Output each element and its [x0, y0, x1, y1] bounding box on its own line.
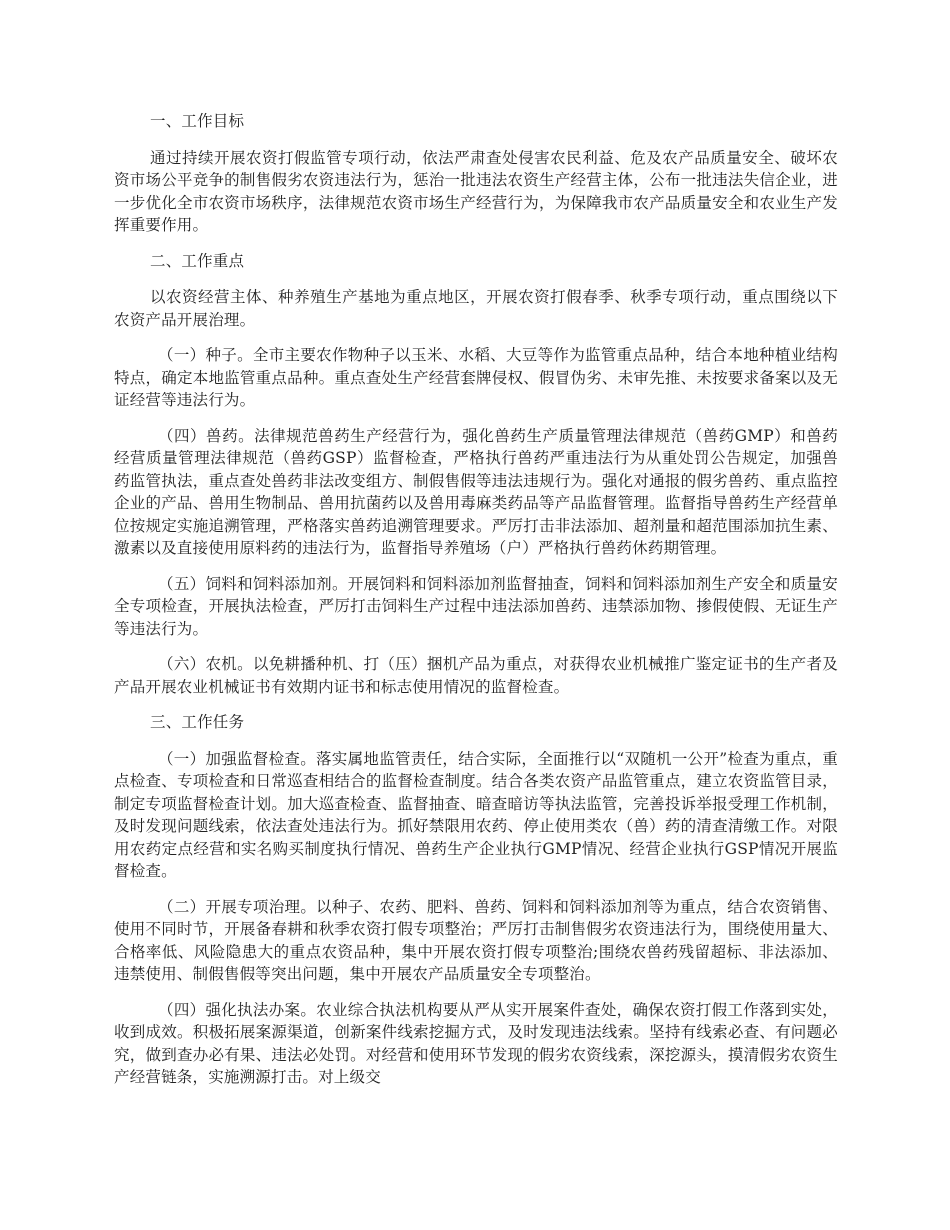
paragraph-focus-intro: 以农资经营主体、种养殖生产基地为重点地区，开展农资打假春季、秋季专项行动，重点围绕以下农资产品开展治理。 — [114, 288, 838, 329]
section-heading-tasks: 三、工作任务 — [150, 713, 245, 731]
document-body — [114, 110, 838, 1102]
paragraph-law-enforcement: （四）强化执法办案。农业综合执法机构要从严从实开展案件查处，确保农资打假工作落到实处，收到成效。积极拓展案源渠道，创新案件线索挖掘方式，及时发现违法线索。坚持有线索必查、有问题必究，做到查办必有果、违法必处罚。对经营和使用环节发现的假劣农资线索，深挖源头，摸清假劣农资生产经营链条，实施溯源打击。对上级交 — [114, 1000, 838, 1086]
paragraph-feed: （五）饲料和饲料添加剂。开展饲料和饲料添加剂监督抽查，饲料和饲料添加剂生产安全和质量安全专项检查，开展执法检查，严厉打击饲料生产过程中违法添加兽药、违禁添加物、掺假使假、无证生产等违法行为。 — [114, 574, 838, 638]
paragraph-veterinary-drugs: （四）兽药。法律规范兽药生产经营行为，强化兽药生产质量管理法律规范（兽药GMP）和兽药经营质量管理法律规范（兽药GSP）监督检查，严格执行兽药严重违法行为从重处罚公告规定，加强兽药监管执法，重点查处兽药非法改变组方、制假售假等违法违规行为。强化对通报的假劣兽药、重点监控企业的产品、兽用生物制品、兽用抗菌药以及兽用毒麻类药品等产品监督管理。监督指导兽药生产经营单位按规定实施追溯管理，严格落实兽药追溯管理要求。严厉打击非法添加、超剂量和超范围添加抗生素、激素以及直接使用原料药的违法行为，监督指导养殖场（户）严格执行兽药休药期管理。 — [114, 426, 838, 557]
paragraph-supervision: （一）加强监督检查。落实属地监管责任，结合实际，全面推行以“双随机一公开”检查为重点，重点检查、专项检查和日常巡查相结合的监督检查制度。结合各类农资产品监管重点，建立农资监管目录，制定专项监督检查计划。加大巡查检查、监督抽查、暗查暗访等执法监管，完善投诉举报受理工作机制，及时发现问题线索，依法查处违法行为。抓好禁限用农药、停止使用类农（兽）药的清查清缴工作。对限用农药定点经营和实名购买制度执行情况、兽药生产企业执行GMP情况、经营企业执行GSP情况开展监督检查。 — [114, 749, 838, 880]
section-heading-goals: 一、工作目标 — [150, 112, 245, 130]
section-heading-focus: 二、工作重点 — [150, 251, 245, 270]
paragraph-special-rectification: （二）开展专项治理。以种子、农药、肥料、兽药、饲料和饲料添加剂等为重点，结合农资销售、使用不同时节，开展备春耕和秋季农资打假专项整治；严厉打击制售假劣农资违法行为，围绕使用量大、合格率低、风险隐患大的重点农资品种，集中开展农资打假专项整治;围绕农兽药残留超标、非法添加、违禁使用、制假售假等突出问题，集中开展农产品质量安全专项整治。 — [114, 897, 838, 983]
paragraph-machinery: （六）农机。以免耕播种机、打（压）捆机产品为重点，对获得农业机械推广鉴定证书的生产者及产品开展农业机械证书有效期内证书和标志使用情况的监督检查。 — [114, 655, 838, 696]
paragraph-goals: 通过持续开展农资打假监管专项行动，依法严肃查处侵害农民利益、危及农产品质量安全、破坏农资市场公平竞争的制售假劣农资违法行为，惩治一批违法农资生产经营主体，公布一批违法失信企业，进一步优化全市农资市场秩序，法律规范农资市场生产经营行为，为保障我市农产品质量安全和农业生产发挥重要作用。 — [114, 148, 838, 234]
paragraph-seeds: （一）种子。全市主要农作物种子以玉米、水稻、大豆等作为监管重点品种，结合本地种植业结构特点，确定本地监管重点品种。重点查处生产经营套牌侵权、假冒伪劣、未审先推、未按要求备案以及无证经营等违法行为。 — [114, 346, 838, 409]
